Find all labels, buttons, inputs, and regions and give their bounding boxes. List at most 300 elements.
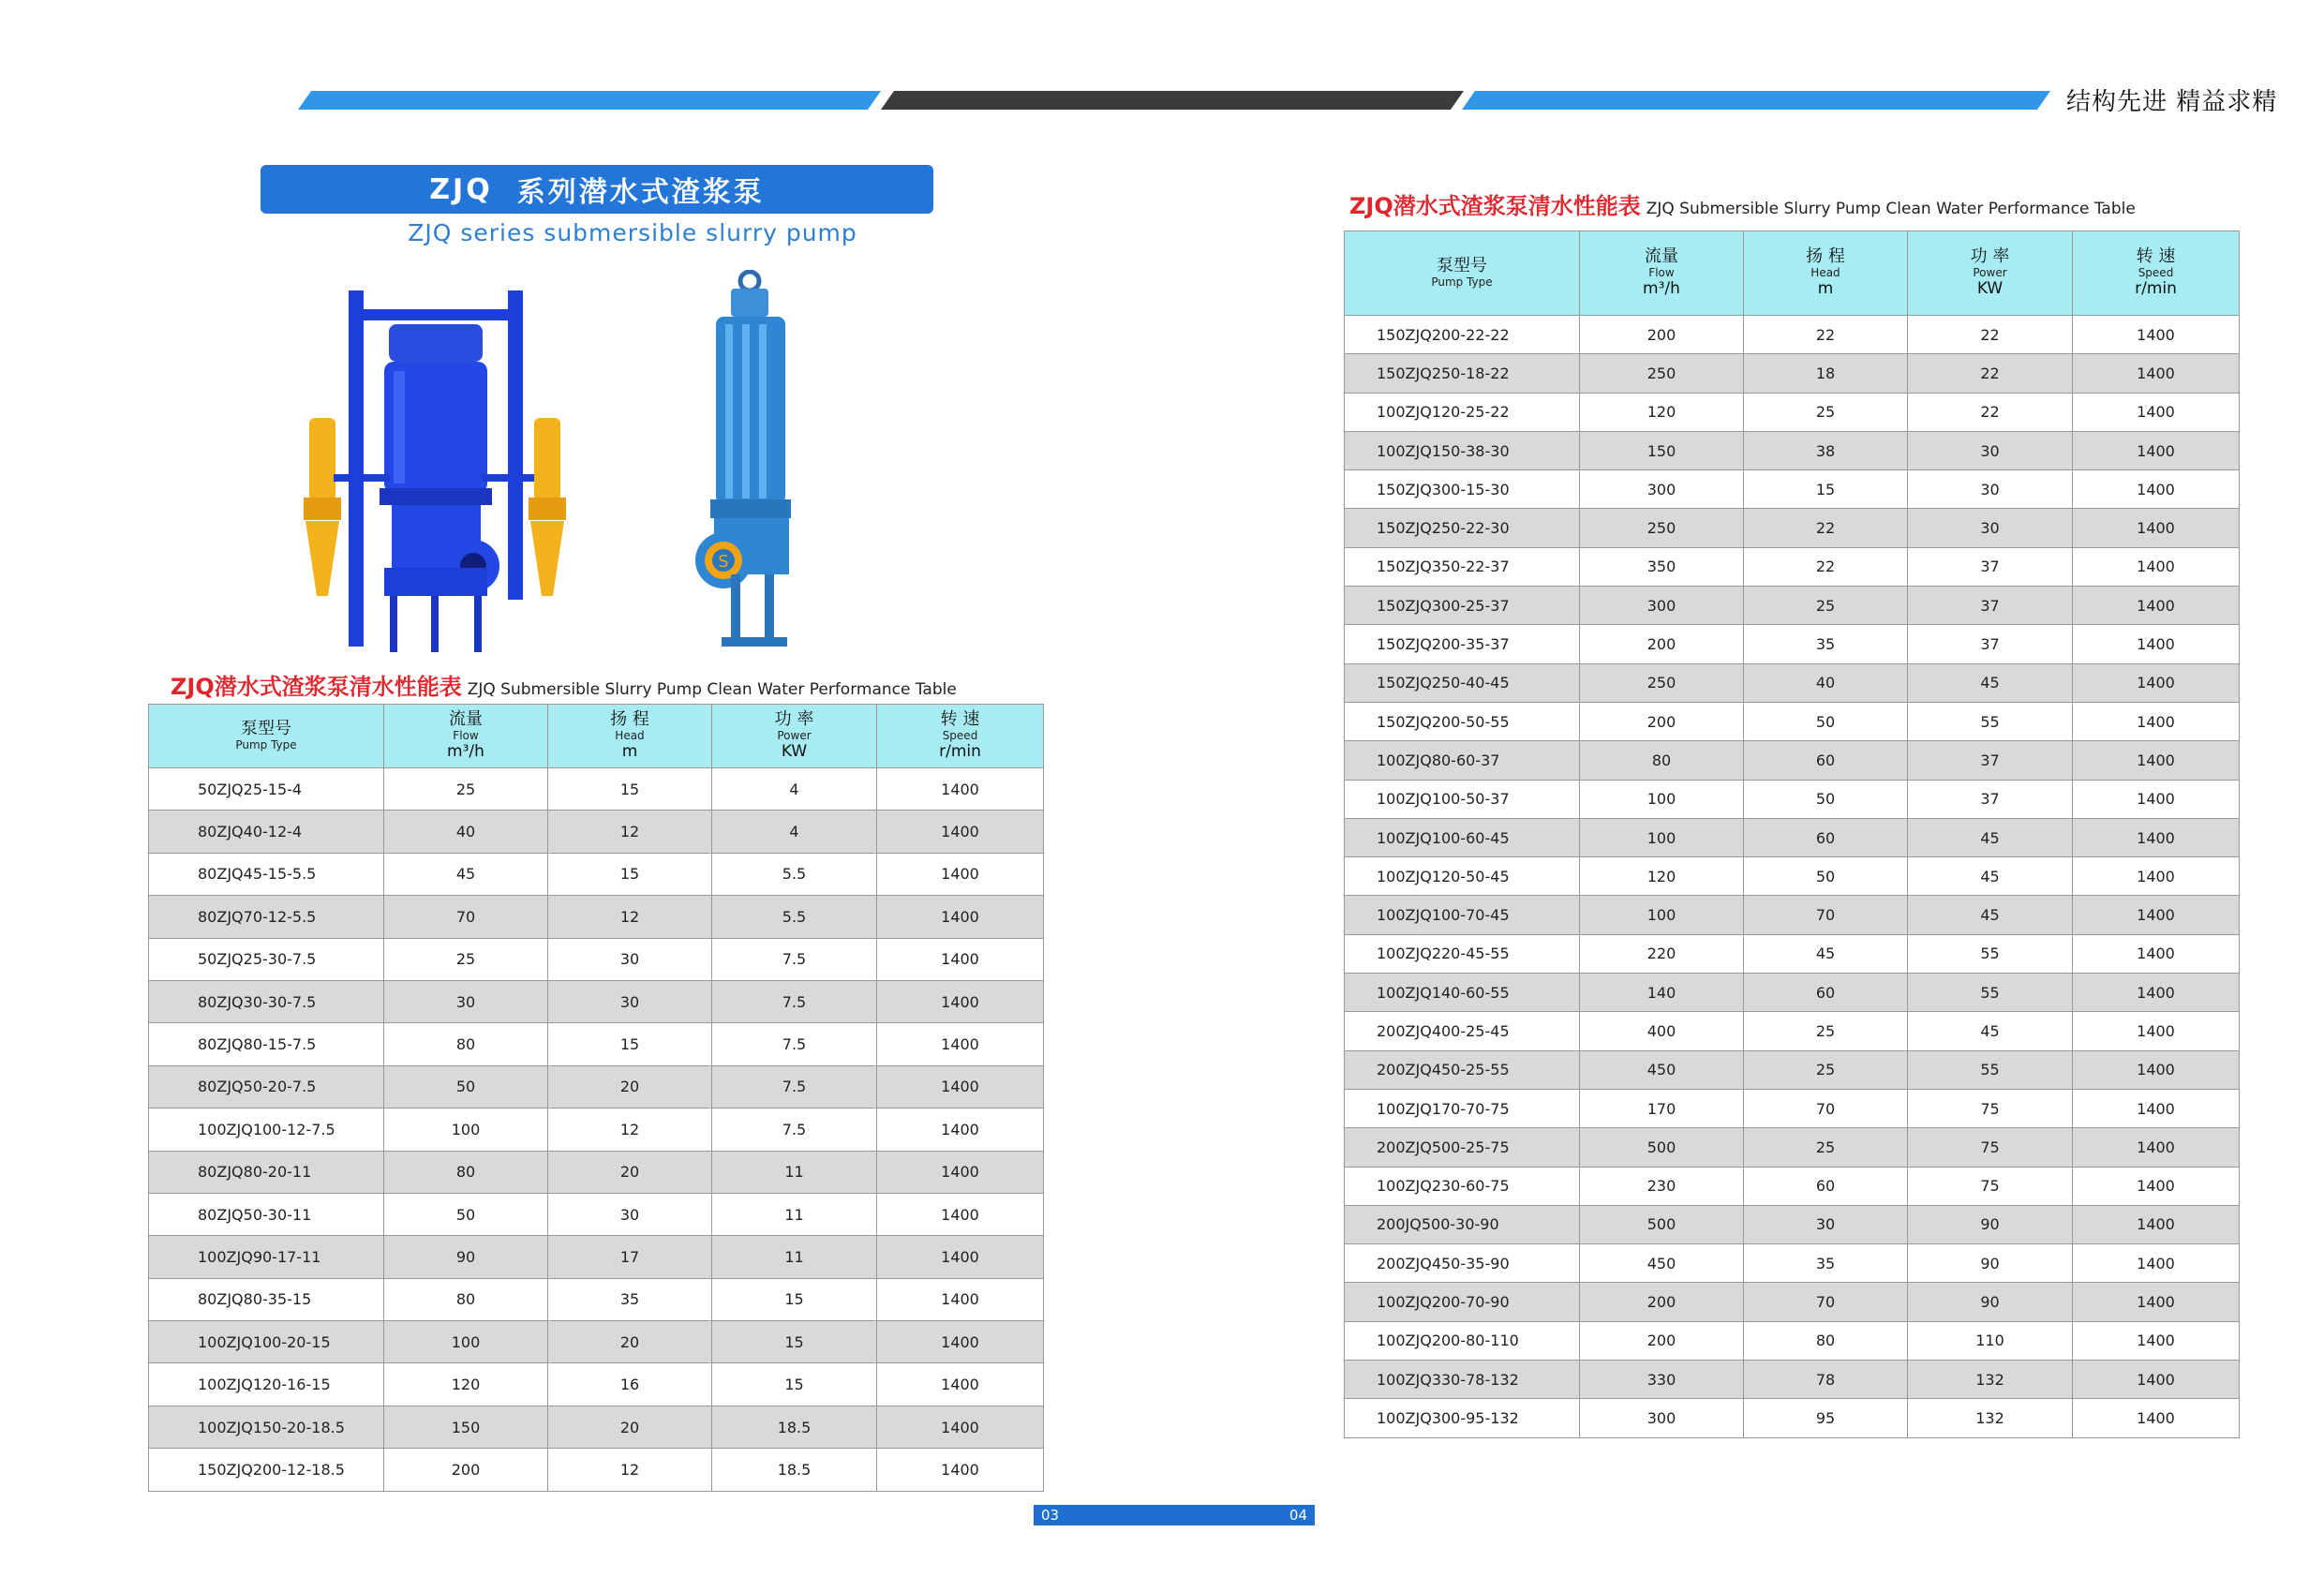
cell-pump-type: 100ZJQ300-95-132 (1345, 1399, 1580, 1437)
cell-pump-type: 100ZJQ90-17-11 (149, 1236, 384, 1278)
cell-head: 50 (1744, 857, 1908, 896)
table-row (149, 1151, 1044, 1193)
cell-speed: 1400 (2073, 1089, 2240, 1127)
cell-power: 90 (1908, 1283, 2073, 1321)
table-row (1345, 509, 2240, 547)
table-row (1345, 896, 2240, 934)
cell-pump-type: 80ZJQ50-30-11 (149, 1193, 384, 1235)
cell-head: 45 (1744, 934, 1908, 973)
cell-head: 70 (1744, 1089, 1908, 1127)
header-flow: 流量 Flow m³/h (1580, 231, 1744, 316)
cell-power: 37 (1908, 587, 2073, 625)
table-row (1345, 587, 2240, 625)
cell-power: 7.5 (712, 938, 877, 980)
table-row (1345, 316, 2240, 354)
cell-flow: 150 (384, 1406, 548, 1448)
cell-head: 35 (1744, 625, 1908, 663)
table-row (149, 1363, 1044, 1406)
cell-power: 15 (712, 1278, 877, 1320)
table-row (149, 1236, 1044, 1278)
cell-flow: 80 (384, 1023, 548, 1065)
cell-head: 70 (1744, 896, 1908, 934)
cell-flow: 25 (384, 938, 548, 980)
cell-speed: 1400 (2073, 470, 2240, 509)
cell-head: 40 (1744, 663, 1908, 702)
cell-head: 78 (1744, 1361, 1908, 1399)
cell-power: 5.5 (712, 853, 877, 895)
cell-head: 25 (1744, 587, 1908, 625)
cell-flow: 100 (1580, 896, 1744, 934)
cell-head: 70 (1744, 1283, 1908, 1321)
cell-head: 25 (1744, 1050, 1908, 1089)
cell-head: 20 (548, 1151, 712, 1193)
cell-power: 75 (1908, 1128, 2073, 1167)
page-number-right: 04 (1289, 1507, 1307, 1524)
cell-power: 7.5 (712, 1108, 877, 1151)
table-row (149, 980, 1044, 1022)
cell-speed: 1400 (877, 896, 1044, 938)
header-power: 功 率 Power KW (1908, 231, 2073, 316)
cell-speed: 1400 (877, 980, 1044, 1022)
cell-power: 15 (712, 1321, 877, 1363)
cell-power: 132 (1908, 1361, 2073, 1399)
cell-power: 22 (1908, 354, 2073, 393)
cell-head: 12 (548, 896, 712, 938)
cell-pump-type: 200ZJQ450-35-90 (1345, 1244, 1580, 1283)
cell-speed: 1400 (2073, 625, 2240, 663)
cell-flow: 300 (1580, 587, 1744, 625)
cell-pump-type: 80ZJQ70-12-5.5 (149, 896, 384, 938)
cell-speed: 1400 (2073, 934, 2240, 973)
cell-pump-type: 100ZJQ100-20-15 (149, 1321, 384, 1363)
cell-power: 30 (1908, 431, 2073, 469)
cell-speed: 1400 (877, 811, 1044, 853)
right-performance-table (1344, 231, 2240, 1438)
cell-power: 11 (712, 1236, 877, 1278)
table-row (1345, 470, 2240, 509)
submersible-pump-image (693, 270, 834, 652)
cell-flow: 120 (1580, 857, 1744, 896)
cell-flow: 400 (1580, 1012, 1744, 1050)
cell-power: 45 (1908, 663, 2073, 702)
table-row (149, 1023, 1044, 1065)
right-caption-cn: ZJQ潜水式渣浆泵清水性能表 (1349, 193, 1641, 219)
series-title-code: ZJQ (429, 172, 493, 206)
table-row (1345, 663, 2240, 702)
cell-flow: 40 (384, 811, 548, 853)
cell-pump-type: 50ZJQ25-30-7.5 (149, 938, 384, 980)
cell-pump-type: 150ZJQ200-35-37 (1345, 625, 1580, 663)
cell-head: 12 (548, 1108, 712, 1151)
cell-pump-type: 150ZJQ200-12-18.5 (149, 1449, 384, 1491)
cell-head: 17 (548, 1236, 712, 1278)
header-flow: 流量 Flow m³/h (384, 705, 548, 768)
cell-power: 7.5 (712, 980, 877, 1022)
table-row (149, 1278, 1044, 1320)
cell-speed: 1400 (877, 853, 1044, 895)
header-stripe-blue-right (1462, 91, 2050, 110)
cell-power: 55 (1908, 702, 2073, 740)
cell-power: 75 (1908, 1167, 2073, 1205)
cell-pump-type: 150ZJQ350-22-37 (1345, 547, 1580, 586)
cell-head: 30 (548, 1193, 712, 1235)
cell-pump-type: 100ZJQ200-70-90 (1345, 1283, 1580, 1321)
cell-pump-type: 150ZJQ200-22-22 (1345, 316, 1580, 354)
cell-power: 55 (1908, 974, 2073, 1012)
cell-pump-type: 200ZJQ500-25-75 (1345, 1128, 1580, 1167)
table-row (1345, 393, 2240, 431)
cell-speed: 1400 (2073, 818, 2240, 856)
table-row (1345, 547, 2240, 586)
header-pump-type: 泵型号 Pump Type (1345, 231, 1580, 316)
cell-speed: 1400 (2073, 702, 2240, 740)
cell-head: 25 (1744, 393, 1908, 431)
series-subtitle: ZJQ series submersible slurry pump (408, 219, 857, 246)
cell-power: 55 (1908, 1050, 2073, 1089)
header-stripe-blue-left (298, 91, 881, 110)
cell-flow: 300 (1580, 1399, 1744, 1437)
series-title-name: 系列潜水式渣浆泵 (516, 176, 765, 209)
cell-pump-type: 100ZJQ220-45-55 (1345, 934, 1580, 973)
cell-head: 30 (1744, 1205, 1908, 1243)
cell-head: 35 (1744, 1244, 1908, 1283)
cell-pump-type: 100ZJQ100-12-7.5 (149, 1108, 384, 1151)
header-head: 扬 程 Head m (1744, 231, 1908, 316)
cell-head: 30 (548, 938, 712, 980)
table-row (1345, 1399, 2240, 1437)
cell-flow: 100 (384, 1321, 548, 1363)
cell-pump-type: 80ZJQ45-15-5.5 (149, 853, 384, 895)
cell-flow: 80 (1580, 741, 1744, 780)
cell-speed: 1400 (2073, 1321, 2240, 1360)
cell-power: 5.5 (712, 896, 877, 938)
cell-head: 60 (1744, 741, 1908, 780)
cell-pump-type: 100ZJQ230-60-75 (1345, 1167, 1580, 1205)
cell-speed: 1400 (2073, 587, 2240, 625)
cell-flow: 200 (384, 1449, 548, 1491)
cell-flow: 100 (1580, 780, 1744, 818)
table-row (1345, 818, 2240, 856)
cell-speed: 1400 (877, 1406, 1044, 1448)
cell-pump-type: 80ZJQ80-15-7.5 (149, 1023, 384, 1065)
cell-speed: 1400 (2073, 1283, 2240, 1321)
table-row (1345, 625, 2240, 663)
cell-flow: 300 (1580, 470, 1744, 509)
cell-speed: 1400 (2073, 857, 2240, 896)
cell-power: 7.5 (712, 1023, 877, 1065)
header-stripe-dark (881, 91, 1464, 110)
right-caption-en: ZJQ Submersible Slurry Pump Clean Water Performance Table (1646, 200, 2136, 218)
cell-power: 75 (1908, 1089, 2073, 1127)
cell-power: 132 (1908, 1399, 2073, 1437)
cell-head: 35 (548, 1278, 712, 1320)
table-row (149, 1193, 1044, 1235)
table-row (149, 1406, 1044, 1448)
cell-speed: 1400 (2073, 1205, 2240, 1243)
pump-logo-text: S (718, 552, 729, 572)
cell-pump-type: 200ZJQ450-25-55 (1345, 1050, 1580, 1089)
cell-flow: 120 (384, 1363, 548, 1406)
cell-pump-type: 100ZJQ80-60-37 (1345, 741, 1580, 780)
table-row (149, 896, 1044, 938)
cell-pump-type: 100ZJQ150-20-18.5 (149, 1406, 384, 1448)
right-table-caption (1349, 187, 2136, 220)
cell-speed: 1400 (2073, 1399, 2240, 1437)
left-caption-cn: ZJQ潜水式渣浆泵清水性能表 (171, 674, 462, 700)
cell-pump-type: 200ZJQ400-25-45 (1345, 1012, 1580, 1050)
cell-pump-type: 100ZJQ150-38-30 (1345, 431, 1580, 469)
cell-pump-type: 150ZJQ200-50-55 (1345, 702, 1580, 740)
cell-power: 110 (1908, 1321, 2073, 1360)
cell-head: 16 (548, 1363, 712, 1406)
cell-speed: 1400 (877, 1065, 1044, 1108)
table-row (149, 1321, 1044, 1363)
cell-head: 50 (1744, 702, 1908, 740)
cell-flow: 100 (1580, 818, 1744, 856)
right-table-header-row (1345, 231, 2240, 316)
cell-flow: 45 (384, 853, 548, 895)
header-slogan: 结构先进 精益求精 (2066, 88, 2278, 116)
cell-flow: 230 (1580, 1167, 1744, 1205)
cell-flow: 250 (1580, 354, 1744, 393)
cell-head: 22 (1744, 316, 1908, 354)
cell-power: 45 (1908, 857, 2073, 896)
table-row (149, 768, 1044, 811)
cell-flow: 80 (384, 1151, 548, 1193)
cell-flow: 350 (1580, 547, 1744, 586)
cell-head: 50 (1744, 780, 1908, 818)
table-row (1345, 857, 2240, 896)
table-row (1345, 741, 2240, 780)
cell-power: 45 (1908, 818, 2073, 856)
cell-speed: 1400 (877, 1023, 1044, 1065)
table-row (1345, 1244, 2240, 1283)
cell-power: 55 (1908, 934, 2073, 973)
table-row (1345, 431, 2240, 469)
cell-power: 37 (1908, 741, 2073, 780)
cell-pump-type: 100ZJQ200-80-110 (1345, 1321, 1580, 1360)
cell-speed: 1400 (877, 1193, 1044, 1235)
cell-pump-type: 100ZJQ100-70-45 (1345, 896, 1580, 934)
left-table-header-row (149, 705, 1044, 768)
cell-pump-type: 80ZJQ50-20-7.5 (149, 1065, 384, 1108)
cell-pump-type: 150ZJQ250-22-30 (1345, 509, 1580, 547)
table-row (1345, 1089, 2240, 1127)
cell-speed: 1400 (877, 1151, 1044, 1193)
cell-flow: 450 (1580, 1244, 1744, 1283)
cell-power: 37 (1908, 780, 2073, 818)
cell-flow: 50 (384, 1065, 548, 1108)
cell-pump-type: 80ZJQ80-35-15 (149, 1278, 384, 1320)
cell-power: 11 (712, 1151, 877, 1193)
cell-power: 30 (1908, 509, 2073, 547)
cell-speed: 1400 (2073, 1050, 2240, 1089)
cell-speed: 1400 (877, 1236, 1044, 1278)
cell-speed: 1400 (877, 1321, 1044, 1363)
pump-with-agitators-image (300, 287, 572, 662)
cell-head: 38 (1744, 431, 1908, 469)
cell-power: 22 (1908, 316, 2073, 354)
cell-flow: 220 (1580, 934, 1744, 973)
cell-speed: 1400 (2073, 1244, 2240, 1283)
table-row (1345, 1050, 2240, 1089)
table-row (1345, 1167, 2240, 1205)
cell-speed: 1400 (877, 1108, 1044, 1151)
cell-pump-type: 150ZJQ250-18-22 (1345, 354, 1580, 393)
cell-speed: 1400 (2073, 354, 2240, 393)
cell-speed: 1400 (2073, 896, 2240, 934)
cell-head: 22 (1744, 547, 1908, 586)
cell-speed: 1400 (2073, 974, 2240, 1012)
table-row (1345, 1012, 2240, 1050)
cell-flow: 250 (1580, 509, 1744, 547)
cell-power: 15 (712, 1363, 877, 1406)
cell-head: 22 (1744, 509, 1908, 547)
cell-speed: 1400 (877, 1363, 1044, 1406)
cell-power: 18.5 (712, 1449, 877, 1491)
table-row (1345, 702, 2240, 740)
header-head: 扬 程 Head m (548, 705, 712, 768)
series-title-bar (261, 165, 933, 214)
cell-pump-type: 100ZJQ140-60-55 (1345, 974, 1580, 1012)
table-row (1345, 1128, 2240, 1167)
cell-head: 20 (548, 1406, 712, 1448)
cell-head: 15 (548, 768, 712, 811)
header-speed: 转 速 Speed r/min (877, 705, 1044, 768)
cell-flow: 500 (1580, 1205, 1744, 1243)
table-row (1345, 974, 2240, 1012)
cell-flow: 70 (384, 896, 548, 938)
cell-speed: 1400 (2073, 431, 2240, 469)
cell-flow: 170 (1580, 1089, 1744, 1127)
table-row (149, 938, 1044, 980)
cell-head: 12 (548, 1449, 712, 1491)
cell-head: 60 (1744, 1167, 1908, 1205)
cell-speed: 1400 (2073, 1128, 2240, 1167)
table-row (1345, 1205, 2240, 1243)
cell-head: 15 (1744, 470, 1908, 509)
cell-power: 45 (1908, 896, 2073, 934)
cell-speed: 1400 (2073, 509, 2240, 547)
cell-pump-type: 150ZJQ250-40-45 (1345, 663, 1580, 702)
cell-pump-type: 100ZJQ100-60-45 (1345, 818, 1580, 856)
cell-power: 11 (712, 1193, 877, 1235)
cell-power: 30 (1908, 470, 2073, 509)
header-power: 功 率 Power KW (712, 705, 877, 768)
cell-power: 22 (1908, 393, 2073, 431)
cell-speed: 1400 (2073, 1361, 2240, 1399)
cell-pump-type: 200JQ500-30-90 (1345, 1205, 1580, 1243)
cell-pump-type: 100ZJQ120-50-45 (1345, 857, 1580, 896)
table-row (1345, 780, 2240, 818)
cell-speed: 1400 (2073, 547, 2240, 586)
cell-head: 80 (1744, 1321, 1908, 1360)
table-row (149, 1449, 1044, 1491)
cell-flow: 80 (384, 1278, 548, 1320)
cell-power: 37 (1908, 547, 2073, 586)
cell-flow: 150 (1580, 431, 1744, 469)
cell-head: 15 (548, 853, 712, 895)
table-row (149, 1108, 1044, 1151)
cell-flow: 100 (384, 1108, 548, 1151)
table-row (1345, 354, 2240, 393)
cell-flow: 200 (1580, 702, 1744, 740)
cell-pump-type: 100ZJQ120-16-15 (149, 1363, 384, 1406)
cell-power: 45 (1908, 1012, 2073, 1050)
cell-flow: 200 (1580, 625, 1744, 663)
cell-pump-type: 80ZJQ80-20-11 (149, 1151, 384, 1193)
cell-speed: 1400 (2073, 1012, 2240, 1050)
cell-head: 20 (548, 1321, 712, 1363)
page-number-left: 03 (1041, 1507, 1060, 1524)
cell-flow: 25 (384, 768, 548, 811)
cell-speed: 1400 (2073, 393, 2240, 431)
cell-flow: 200 (1580, 1321, 1744, 1360)
cell-power: 90 (1908, 1205, 2073, 1243)
cell-head: 30 (548, 980, 712, 1022)
cell-speed: 1400 (877, 768, 1044, 811)
cell-head: 20 (548, 1065, 712, 1108)
cell-power: 37 (1908, 625, 2073, 663)
cell-flow: 500 (1580, 1128, 1744, 1167)
cell-power: 4 (712, 811, 877, 853)
table-row (1345, 1283, 2240, 1321)
table-row (1345, 1361, 2240, 1399)
cell-head: 60 (1744, 818, 1908, 856)
header-speed: 转 速 Speed r/min (2073, 231, 2240, 316)
cell-flow: 50 (384, 1193, 548, 1235)
cell-speed: 1400 (877, 1449, 1044, 1491)
cell-speed: 1400 (2073, 663, 2240, 702)
cell-pump-type: 50ZJQ25-15-4 (149, 768, 384, 811)
cell-speed: 1400 (877, 938, 1044, 980)
left-table-caption (171, 668, 957, 701)
table-row (149, 811, 1044, 853)
cell-head: 25 (1744, 1128, 1908, 1167)
cell-speed: 1400 (2073, 780, 2240, 818)
cell-head: 12 (548, 811, 712, 853)
cell-flow: 90 (384, 1236, 548, 1278)
cell-flow: 330 (1580, 1361, 1744, 1399)
cell-pump-type: 80ZJQ30-30-7.5 (149, 980, 384, 1022)
cell-head: 18 (1744, 354, 1908, 393)
cell-flow: 120 (1580, 393, 1744, 431)
cell-power: 18.5 (712, 1406, 877, 1448)
cell-pump-type: 100ZJQ170-70-75 (1345, 1089, 1580, 1127)
cell-head: 25 (1744, 1012, 1908, 1050)
cell-power: 90 (1908, 1244, 2073, 1283)
cell-head: 60 (1744, 974, 1908, 1012)
cell-head: 95 (1744, 1399, 1908, 1437)
cell-speed: 1400 (2073, 1167, 2240, 1205)
table-row (149, 1065, 1044, 1108)
cell-flow: 30 (384, 980, 548, 1022)
cell-speed: 1400 (2073, 316, 2240, 354)
cell-flow: 200 (1580, 1283, 1744, 1321)
cell-pump-type: 100ZJQ100-50-37 (1345, 780, 1580, 818)
cell-head: 15 (548, 1023, 712, 1065)
cell-pump-type: 100ZJQ120-25-22 (1345, 393, 1580, 431)
cell-speed: 1400 (877, 1278, 1044, 1320)
cell-flow: 450 (1580, 1050, 1744, 1089)
cell-flow: 140 (1580, 974, 1744, 1012)
cell-power: 4 (712, 768, 877, 811)
cell-pump-type: 80ZJQ40-12-4 (149, 811, 384, 853)
table-row (1345, 934, 2240, 973)
header-pump-type: 泵型号 Pump Type (149, 705, 384, 768)
cell-flow: 250 (1580, 663, 1744, 702)
cell-pump-type: 150ZJQ300-15-30 (1345, 470, 1580, 509)
